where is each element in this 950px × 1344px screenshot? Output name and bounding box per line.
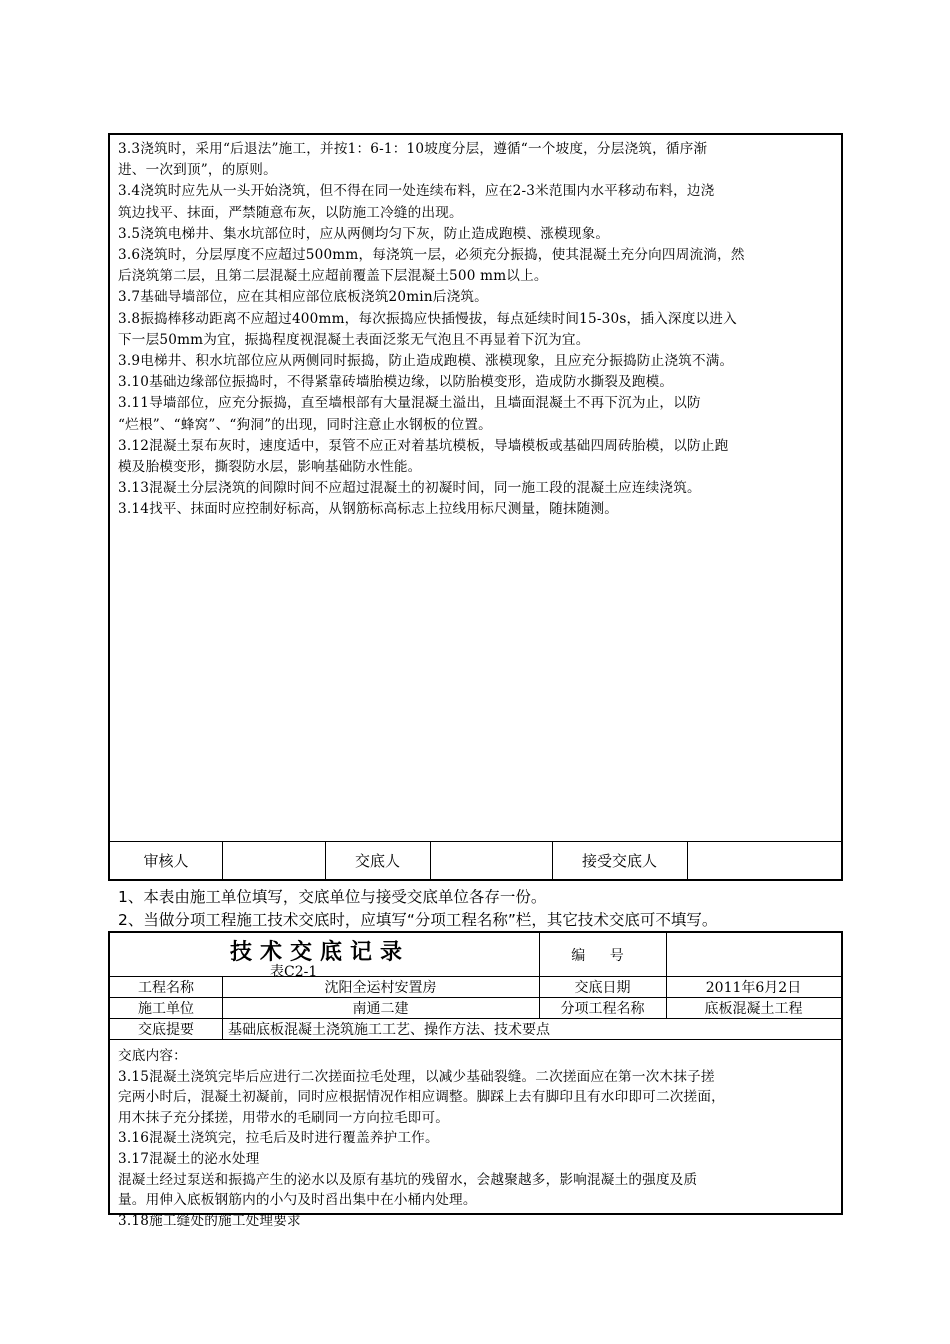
- step-line: 3.5浇筑电梯井、集水坑部位时，应从两侧均匀下灰，防止造成跑模、涨模现象。: [118, 225, 610, 242]
- step-line: 3.12混凝土泵布灰时，速度适中，泵管不应正对着基坑模板，导墙模板或基础四周砖胎模，以防止跑: [118, 437, 729, 454]
- content-line: 3.16混凝土浇筑完，拉毛后及时进行覆盖养护工作。: [118, 1130, 439, 1147]
- content-line: 混凝土经过泵送和振捣产生的泌水以及原有基坑的残留水，会越聚越多，影响混凝土的强度及质: [118, 1171, 698, 1188]
- step-line: 3.11导墙部位，应充分振捣，直至墙根部有大量混凝土溢出，且墙面混凝土不再下沉为止，以防: [118, 395, 701, 412]
- note-1: 1、本表由施工单位填写，交底单位与接受交底单位各存一份。: [118, 888, 547, 906]
- step-line: 3.6浇筑时，分层厚度不应超过500mm，每浇筑一层，必须充分振捣，使其混凝土充分向四周流淌，然: [118, 247, 745, 264]
- project-name-label: 工程名称: [138, 980, 194, 996]
- step-line: 进、一次到顶”，的原则。: [118, 162, 277, 179]
- step-line: 模及胎模变形，撕裂防水层，影响基础防水性能。: [118, 459, 422, 476]
- upper-table: [108, 133, 843, 881]
- summary-label: 交底提要: [138, 1022, 194, 1038]
- step-line: 筑边找平、抹面，严禁随意布灰，以防施工冷缝的出现。: [118, 204, 463, 221]
- content-line: 用木抹子充分揉搓，用带水的毛刷同一方向拉毛即可。: [118, 1109, 450, 1126]
- receiver-field[interactable]: [687, 842, 841, 879]
- number-field[interactable]: [666, 933, 841, 976]
- unit-label: 施工单位: [138, 1001, 194, 1017]
- step-line: 3.4浇筑时应先从一头开始浇筑，但不得在同一处连续布料，应在2-3米范围内水平移动布料，边浇: [118, 183, 715, 200]
- presenter-field[interactable]: [430, 842, 552, 879]
- date-value: 2011年6月2日: [705, 980, 802, 996]
- content-line: 3.17混凝土的泌水处理: [118, 1150, 260, 1167]
- presenter-label: 交底人: [354, 852, 400, 870]
- subproject-value: 底板混凝土工程: [704, 1001, 803, 1017]
- reviewer-field[interactable]: [222, 842, 325, 879]
- step-line: 3.7基础导墙部位，应在其相应部位底板浇筑20min后浇筑。: [118, 289, 488, 306]
- lower-table: [108, 931, 843, 1229]
- content-line: 完两小时后，混凝土初凝前，同时应根据情况作相应调整。脚踩上去有脚印且有水印即可二次搓面，: [118, 1089, 725, 1106]
- step-line: 3.13混凝土分层浇筑的间隙时间不应超过混凝土的初凝时间，同一施工段的混凝土应连续浇筑。: [118, 480, 701, 497]
- date-label: 交底日期: [574, 980, 631, 996]
- subproject-label: 分项工程名称: [560, 1001, 645, 1017]
- receiver-label: 接受交底人: [581, 852, 657, 870]
- step-line: 3.10基础边缘部位振捣时，不得紧靠砖墙胎模边缘，以防胎模变形，造成防水撕裂及跑模。: [118, 374, 674, 391]
- summary-value: 基础底板混凝土浇筑施工工艺、操作方法、技术要点: [228, 1022, 550, 1038]
- content-line: 交底内容：: [118, 1048, 187, 1064]
- reviewer-label: 审核人: [143, 852, 189, 870]
- step-line: 下一层50mm为宜，振捣程度视混凝土表面泛浆无气泡且不再显着下沉为宜。: [118, 331, 590, 348]
- content-line: 3.18施工缝处的施工处理要求: [118, 1212, 301, 1229]
- step-line: 3.14找平、抹面时应控制好标高，从钢筋标高标志上拉线用标尺测量，随抹随测。: [118, 501, 619, 518]
- form-code: 表C2-1: [270, 964, 318, 980]
- number-label: 编 号: [571, 947, 634, 964]
- step-line: 后浇筑第二层，且第二层混凝土应超前覆盖下层混凝土500 mm以上。: [118, 268, 548, 285]
- briefing-content: [118, 1046, 835, 1231]
- form-title: 技术交底记录: [230, 939, 411, 965]
- unit-value: 南通二建: [352, 1001, 409, 1017]
- step-line: 3.3浇筑时，采用“后退法”施工，并按1：6-1：10坡度分层，遵循“一个坡度，分层浇筑，循序渐: [118, 141, 708, 157]
- content-line: 3.15混凝土浇筑完毕后应进行二次搓面拉毛处理，以减少基础裂缝。二次搓面应在第一次木抹子搓: [118, 1068, 715, 1085]
- note-2: 2、当做分项工程施工技术交底时，应填写“分项工程名称”栏，其它技术交底可不填写。: [118, 911, 718, 929]
- content-line: 量。用伸入底板钢筋内的小勺及时舀出集中在小桶内处理。: [118, 1192, 477, 1209]
- step-line: “烂根”、“蜂窝”、“狗洞”的出现，同时注意止水钢板的位置。: [118, 416, 492, 433]
- step-line: 3.9电梯井、积水坑部位应从两侧同时振捣，防止造成跑模、涨模现象，且应充分振捣防止浇筑不满。: [118, 353, 734, 370]
- step-line: 3.8振捣棒移动距离不应超过400mm，每次振捣应快插慢拔，每点延续时间15-30s，插入深度以进入: [118, 310, 737, 327]
- construction-steps: [118, 139, 835, 521]
- signature-row: [110, 841, 841, 879]
- project-name-value: 沈阳全运村安置房: [324, 980, 437, 996]
